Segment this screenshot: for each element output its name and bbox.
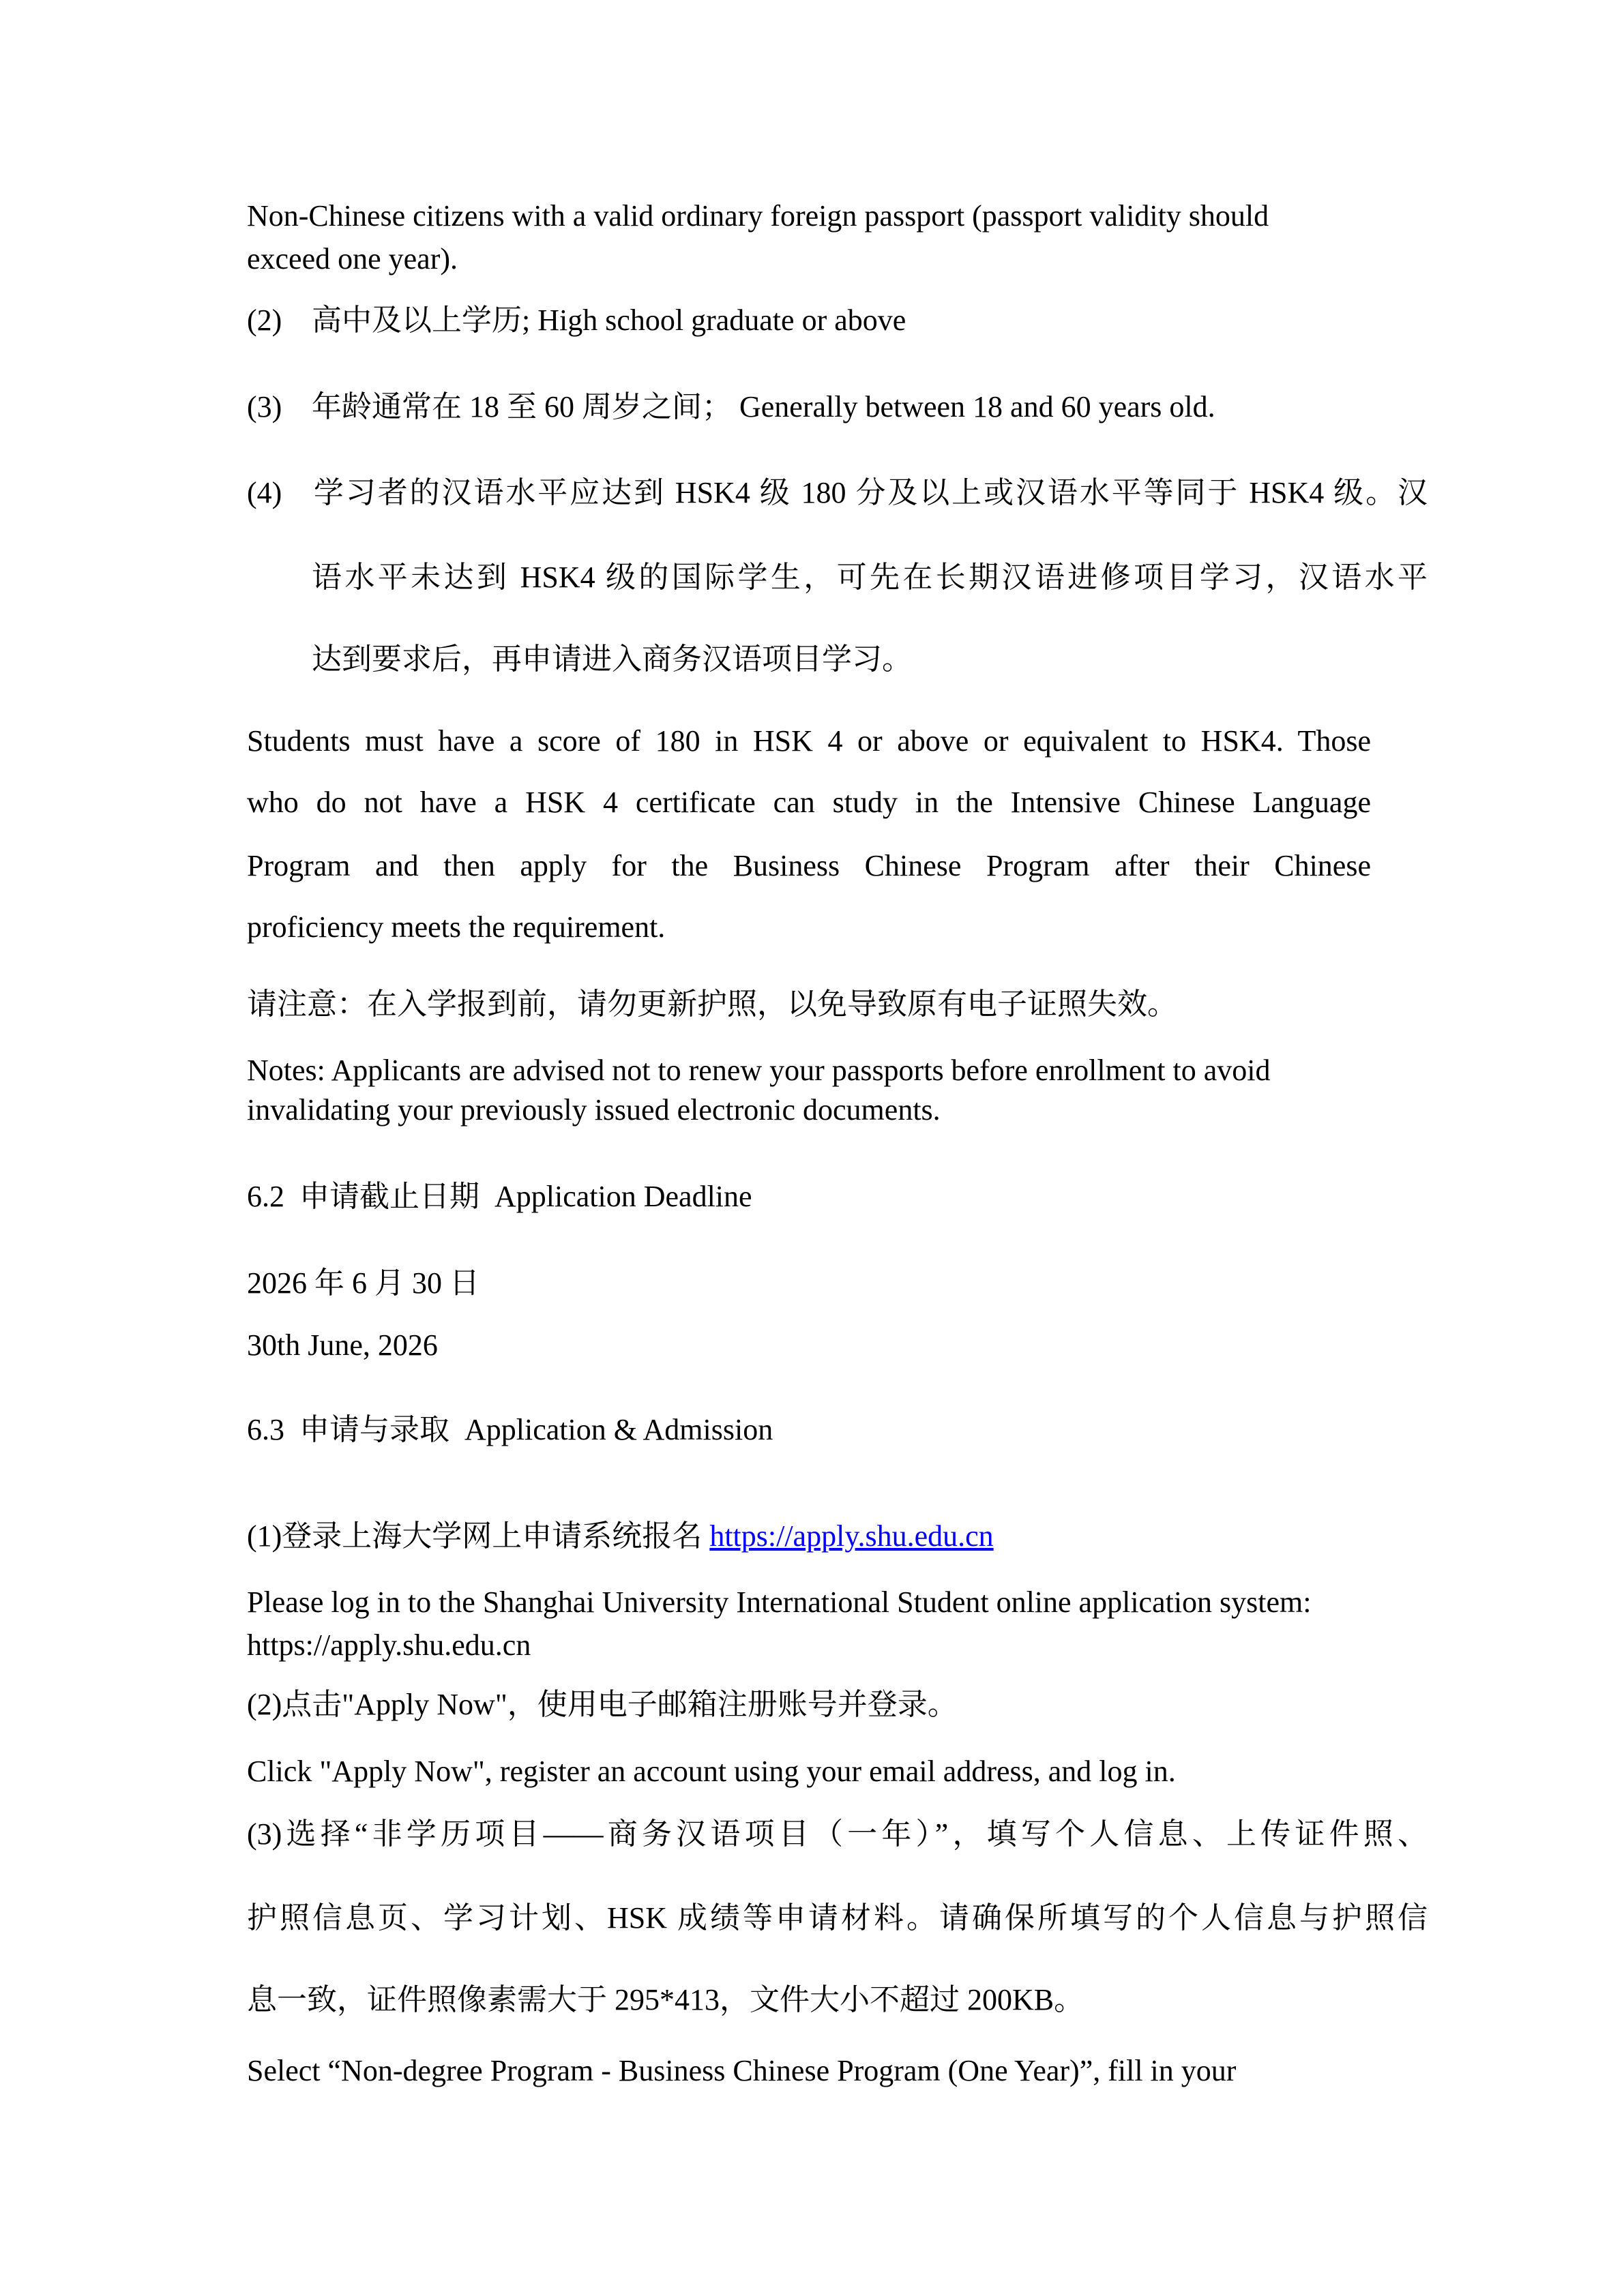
students-paragraph-line2: who do not have a HSK 4 certificate can study in the Intensive Chinese Language <box>247 786 1371 819</box>
section-6-3-heading: 6.3 申请与录取 Application & Admission <box>247 1413 773 1446</box>
application-step-1-cn <box>247 1515 994 1557</box>
application-system-link[interactable]: https://apply.shu.edu.cn <box>709 1519 994 1553</box>
deadline-date-en: 30th June, 2026 <box>247 1328 438 1362</box>
students-paragraph-line4: proficiency meets the requirement. <box>247 910 666 944</box>
application-step-3-cn-line1: (3)选择“非学历项目——商务汉语项目（一年）”，填写个人信息、上传证件照、 <box>247 1817 1428 1851</box>
item-3-text: 年龄通常在 18 至 60 周岁之间； Generally between 18 and 60 years old. <box>312 390 1215 423</box>
application-step-3-en: Select “Non-degree Program - Business Chinese Program (One Year)”, fill in your <box>247 2054 1237 2087</box>
eligibility-paragraph-line1: Non-Chinese citizens with a valid ordinary foreign passport (passport validity should <box>247 199 1269 233</box>
application-step-2-en: Click "Apply Now", register an account using your email address, and log in. <box>247 1755 1176 1788</box>
application-step-2-cn: (2)点击"Apply Now"，使用电子邮箱注册账号并登录。 <box>247 1688 958 1721</box>
passport-note-en-line2: invalidating your previously issued electronic documents. <box>247 1093 941 1127</box>
passport-note-cn: 请注意：在入学报到前，请勿更新护照，以免导致原有电子证照失效。 <box>247 987 1177 1021</box>
eligibility-paragraph-line2: exceed one year). <box>247 242 458 275</box>
application-step-3-cn-line3: 息一致，证件照像素需大于 295*413，文件大小不超过 200KB。 <box>247 1983 1084 2016</box>
application-step-1-en-line2: https://apply.shu.edu.cn <box>247 1628 531 1662</box>
application-step-1-en-line1: Please log in to the Shanghai University International Student online application system: <box>247 1585 1312 1619</box>
deadline-date-cn: 2026 年 6 月 30 日 <box>247 1266 479 1300</box>
requirement-item-4-line3: 达到要求后，再申请进入商务汉语项目学习。 <box>312 642 912 676</box>
application-step-3-cn-line2: 护照信息页、学习计划、HSK 成绩等申请材料。请确保所填写的个人信息与护照信 <box>247 1901 1428 1935</box>
item-3-number: (3) <box>247 390 282 423</box>
requirement-item-4-line2: 语水平未达到 HSK4 级的国际学生，可先在长期汉语进修项目学习，汉语水平 <box>312 561 1428 594</box>
item-4-number: (4) <box>247 476 282 509</box>
item-2-text: 高中及以上学历; High school graduate or above <box>312 303 906 337</box>
requirement-item-2 <box>247 299 906 342</box>
item-2-number: (2) <box>247 303 282 337</box>
requirement-item-4-line1 <box>247 472 1428 514</box>
section-6-2-heading: 6.2 申请截止日期 Application Deadline <box>247 1180 752 1213</box>
item-4-text-line1: 学习者的汉语水平应达到 HSK4 级 180 分及以上或汉语水平等同于 HSK4 级。汉 <box>312 476 1428 509</box>
step-1-cn-text: (1)登录上海大学网上申请系统报名 <box>247 1519 710 1553</box>
students-paragraph-line3: Program and then apply for the Business Chinese Program after their Chinese <box>247 849 1371 882</box>
students-paragraph-line1: Students must have a score of 180 in HSK 4 or above or equivalent to HSK4. Those <box>247 724 1371 758</box>
passport-note-en-line1: Notes: Applicants are advised not to renew your passports before enrollment to avoid <box>247 1054 1271 1087</box>
requirement-item-3 <box>247 386 1215 428</box>
